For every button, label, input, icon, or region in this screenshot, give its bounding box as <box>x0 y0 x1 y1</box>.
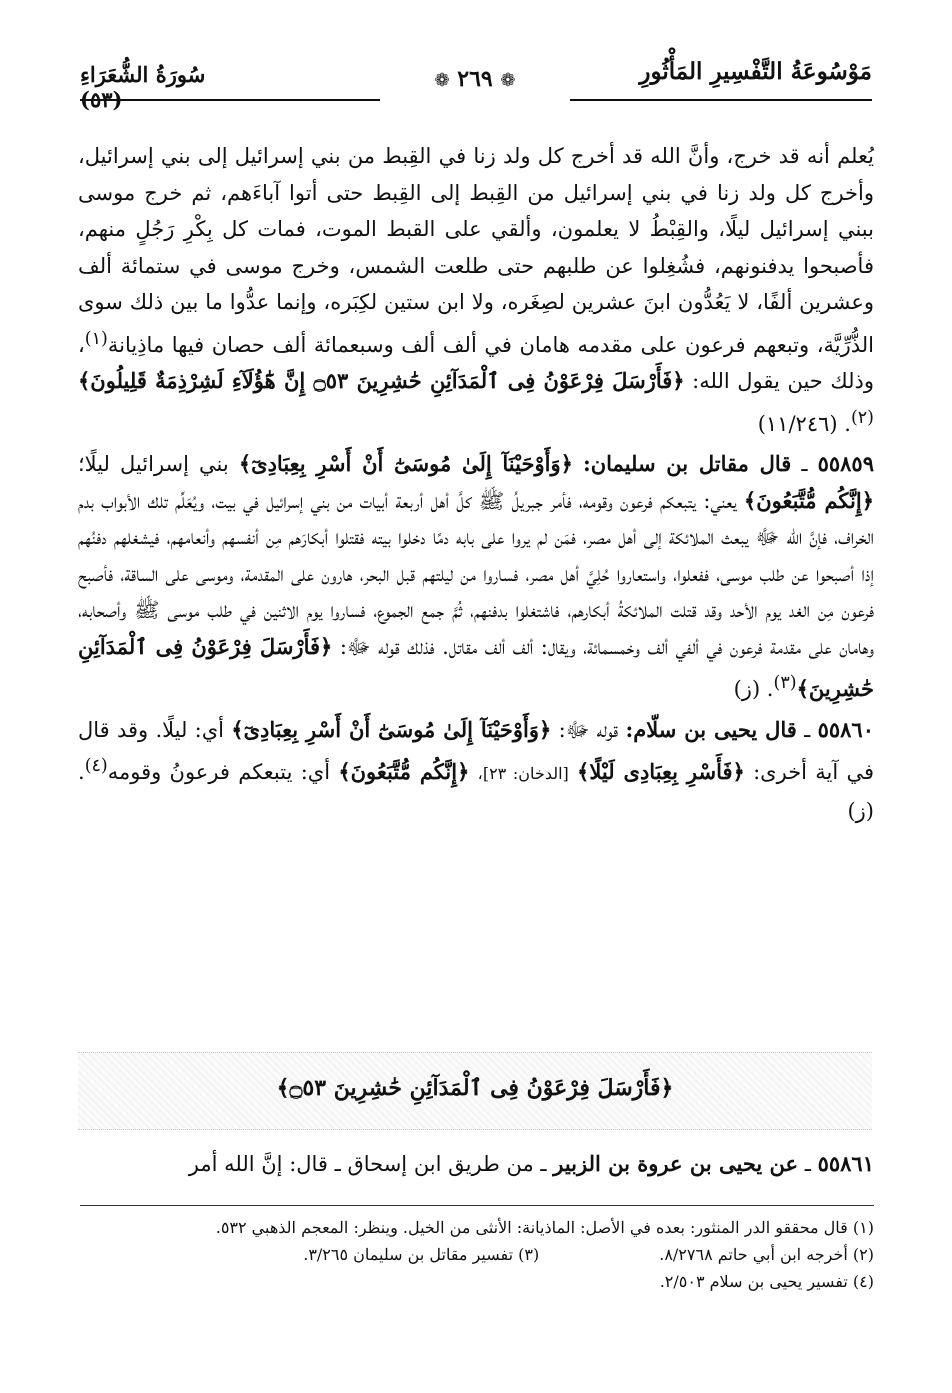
footnotes <box>80 1214 874 1295</box>
footnote-2: (٢) أخرجه ابن أبي حاتم ٨/٢٧٦٨. <box>659 1245 874 1264</box>
quran-verse: ﴿إِنَّكُم مُّتَّبَعُونَ﴾ <box>743 487 874 513</box>
entry-55859: ٥٥٨٥٩ ـ قال مقاتل بن سليمان: ﴿وَأَوْحَيْنَآ إِلَىٰ مُوسَىٰٓ أَنْ أَسْرِ بِعِبَادِىٓ﴾ بني إسرائيل ليلًا؛ ﴿إِنَّكُم مُّتَّبَعُونَ﴾ يعني: يتبعكم فرعون وقومه، فأمر جبريلُ ﷺ كلَّ أهل أربعة أبيات من بني إسرائيل في بيت، ويُعَلِّم تلك الأبواب بدم الخراف، فإنَّ الله ﷻ يبعث الملائكة إلى أهل مصر، فمَن لم يروا على بابه دمًا دخلوا بيته فقتلوا أبكارَهم مِن أنفسهم وأنعامهم، فيشغلهم دفنُهم إذا أصبحوا عن طلب موسى، ففعلوا، واستعاروا حُلِيَّ أهل مصر، فساروا من ليلتهم قبل البحر، هارون على المقدمة، وموسى على الساقة، فأصبح فرعون مِن الغد يوم الأحد وقد قتلت الملائكةُ أبكارهم، فاشتغلوا بدفنهم، ثُمَّ جمع الجموع، فساروا يوم الاثنين في طلب موسى ﷺ وأصحابه، وهامان على مقدمة فرعون في ألفي ألف وخمسمائة، ويقال: ألف ألف مقاتل. فذلك قوله ﷻ: ﴿فَأَرْسَلَ فِرْعَوْنُ فِى ٱلْمَدَآئِنِ حَٰشِرِينَ﴾$^{(٣)}$. (ز) <box>78 451 874 701</box>
footnote-4: (٤) تفسير يحيى بن سلام ٢/٥٠٣. <box>659 1272 874 1291</box>
entry-number: ٥٥٨٦١ <box>817 1151 874 1176</box>
surah-title: سُورَةُ الشُّعَرَاءِ (٥٣) <box>80 62 206 112</box>
footnote-ref-3: (٣) <box>773 673 797 693</box>
narrator: عن يحيى بن عروة بن الزبير <box>553 1151 799 1176</box>
narrator: قال مقاتل بن سليمان: <box>582 451 792 476</box>
header-rule-left <box>80 99 380 101</box>
verse-banner <box>78 1052 872 1130</box>
footnote-ref-1: (١) <box>84 328 108 349</box>
quran-verse: ﴿فَأَسْرِ بِعِبَادِى لَيْلًا﴾ <box>577 759 745 784</box>
book-title: مَوْسُوعَةُ التَّفْسِيرِ المَأْثُورِ <box>639 58 872 85</box>
paragraph-continuation: يُعلم أنه قد خرج، وأنَّ الله قد أخرج كل ولد زنا في القِبط من بني إسرائيل إلى بني إسرائيل، وأخرج كل ولد زنا في بني إسرائيل من القِبط إلى القِبط حتى أتوا آباءَهم، ثم خرج موسى ببني إسرائيل ليلًا، والقِبْطُ لا يعلمون، وألقي على القبط الموت، فمات كل بِكْرِ رَجُلٍ منهم، فأصبحوا يدفنونهم، فشُغِلوا عن طلبهم حتى طلعت الشمس، وخرج موسى في ستمائة ألف وعشرين ألفًا، لا يَعُدُّون ابنَ عشرين لصِغَره، ولا ابن ستين لكِبَره، وإنما عدُّوا ما بين ذلك سوى الذُّرِّيَّة، وتبعهم فرعون على مقدمه هامان في ألف ألف وسبعمائة ألف حصان فيها ماذِيانة$^{(١)}$، وذلك حين يقول الله: ﴿فَأَرْسَلَ فِرْعَوْنُ فِى ٱلْمَدَآئِنِ حَٰشِرِينَ ۝٥٣ إِنَّ هَٰٓؤُلَآءِ لَشِرْذِمَةٌ قَلِيلُونَ﴾$^{(٢)}$. (١١/٢٤٦) <box>78 144 874 436</box>
quran-verse: ﴿فَأَرْسَلَ فِرْعَوْنُ فِى ٱلْمَدَآئِنِ حَٰشِرِينَ﴾ <box>78 633 874 701</box>
page-number: ٢٦٩ <box>457 66 493 92</box>
quran-verse: ﴿إِنَّكُم مُّتَّبَعُونَ﴾ <box>338 759 470 784</box>
banner-verse: ﴿فَأَرْسَلَ فِرْعَوْنُ فِى ٱلْمَدَآئِنِ حَٰشِرِينَ ۝٥٣﴾ <box>276 1075 674 1101</box>
entry-number: ٥٥٨٦٠ <box>817 716 874 742</box>
footnote-3: (٣) تفسير مقاتل بن سليمان ٣/٢٦٥. <box>303 1245 540 1264</box>
quran-verse: ﴿وَأَوْحَيْنَآ إِلَىٰ مُوسَىٰٓ أَنْ أَسْرِ بِعِبَادِىٓ﴾ <box>231 716 552 742</box>
page-number-block <box>380 66 570 92</box>
main-text <box>78 138 874 829</box>
footnote-1: (١) قال محققو الدر المنثور: بعده في الأصل: الماذيانة: الأنثى من الخيل. وينظر: المعجم الذهبي ٥٣٢. <box>215 1218 874 1237</box>
ornament-left-icon: ❁ <box>434 70 450 91</box>
narrator: قال يحيى بن سلّام: <box>625 716 797 742</box>
footnote-ref-2: (٢) <box>850 407 874 428</box>
quran-verse: ﴿فَأَرْسَلَ فِرْعَوْنُ فِى ٱلْمَدَآئِنِ حَٰشِرِينَ ۝٥٣ إِنَّ هَٰٓؤُلَآءِ لَشِرْذِمَةٌ قَلِيلُونَ﴾ <box>78 368 685 393</box>
footnote-row <box>80 1241 874 1268</box>
ornament-right-icon: ❁ <box>500 70 516 91</box>
footnote-ref-4: (٤) <box>84 756 108 776</box>
quran-verse: ﴿وَأَوْحَيْنَآ إِلَىٰ مُوسَىٰٓ أَنْ أَسْرِ بِعِبَادِىٓ﴾ <box>238 451 573 476</box>
footnote-divider <box>80 1205 874 1206</box>
entry-number: ٥٥٨٥٩ <box>817 451 874 476</box>
entry-55861: ٥٥٨٦١ ـ عن يحيى بن عروة بن الزبير ـ من طريق ابن إسحاق ـ قال: إنَّ الله أمر <box>188 1151 874 1176</box>
header-rule-right <box>570 99 872 101</box>
entry-55860: ٥٥٨٦٠ ـ قال يحيى بن سلّام: قوله ﷻ: ﴿وَأَوْحَيْنَآ إِلَىٰ مُوسَىٰٓ أَنْ أَسْرِ بِعِبَادِىٓ﴾ أي: ليلًا. وقد قال في آية أخرى: ﴿فَأَسْرِ بِعِبَادِى لَيْلًا﴾ [الدخان: ٢٣]، ﴿إِنَّكُم مُّتَّبَعُونَ﴾ أي: يتبعكم فرعونُ وقومه$^{(٤)}$. (ز) <box>78 716 874 823</box>
